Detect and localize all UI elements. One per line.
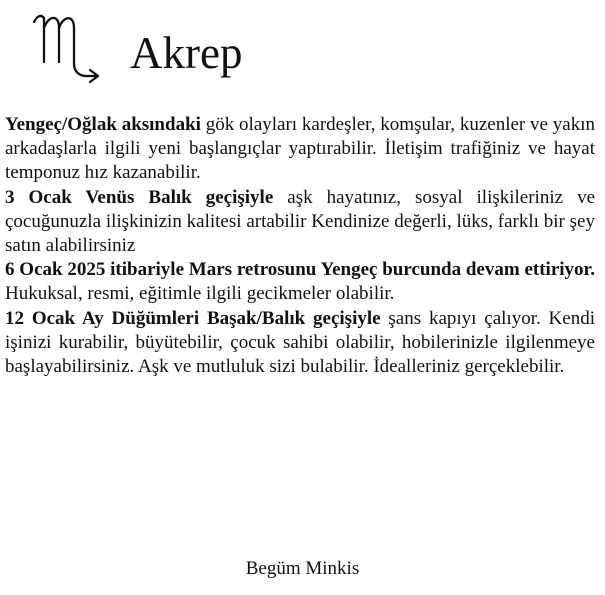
paragraph-4-bold: 12 Ocak Ay Düğümleri Başak/Balık geçişiyle <box>5 307 381 329</box>
paragraph-4-text: şans kapıyı çalıyor. Kendi işinizi kurabilir, büyütebilir, çocuk sahibi olabilir, hobilerinizle ilgilenmeye başlayabilirsiniz. Aşk ve mutluluk sizi bulabilir. İdealleriniz gerçeklebilir. <box>5 307 595 378</box>
paragraph-4 <box>5 307 595 380</box>
paragraph-1-text: gök olayları kardeşler, komşular, kuzenler ve yakın arkadaşlarla ilgili yeni başlangıçlar yaptırabilir. İletişim trafiğiniz ve hayat temponuz hız kazanabilir. <box>5 114 595 184</box>
paragraph-2-bold: 3 Ocak Venüs Balık geçişiyle <box>5 186 274 208</box>
scorpio-symbol-icon <box>28 6 118 92</box>
paragraph-2 <box>5 186 595 259</box>
paragraph-3 <box>5 258 595 306</box>
header <box>28 6 328 96</box>
page-title: Akrep <box>130 28 243 78</box>
paragraph-1 <box>5 113 595 186</box>
horoscope-text <box>5 113 595 379</box>
paragraph-3-bold: 6 Ocak 2025 itibariyle Mars retrosunu Yengeç burcunda devam ettiriyor. <box>5 259 595 281</box>
paragraph-2-text: aşk hayatınız, sosyal ilişkileriniz ve çocuğunuzla ilişkinizin kalitesi artabilir Kendinize değerli, lüks, farklı bir şey satın alabilirsiniz <box>5 186 595 257</box>
paragraph-3-text: Hukuksal, resmi, eğitimle ilgili gecikmeler olabilir. <box>5 283 395 305</box>
author-signature: Begüm Minkis <box>245 558 360 579</box>
paragraph-1-bold: Yengeç/Oğlak aksındaki <box>5 114 201 135</box>
